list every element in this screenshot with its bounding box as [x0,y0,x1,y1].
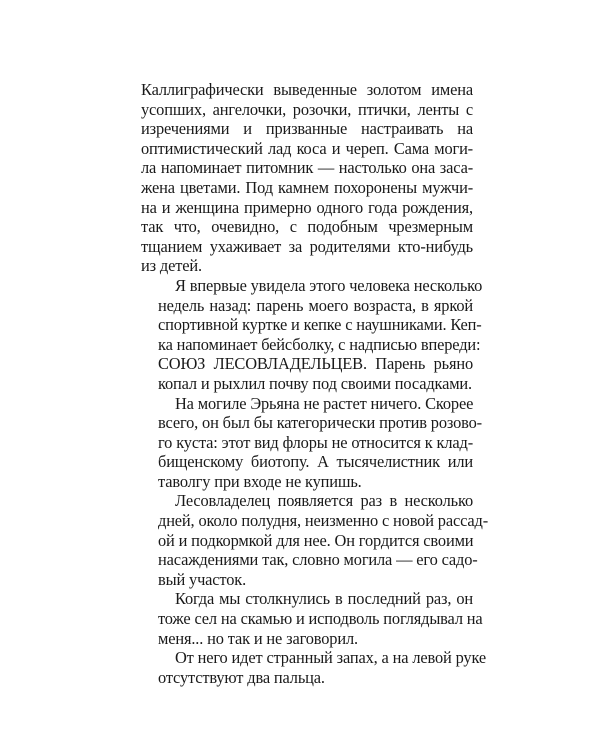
text-line: таволгу при входе не купишь. [158,471,362,491]
text-line: СОЮЗ ЛЕСОВЛАДЕЛЬЦЕВ. Парень рьяно [158,354,473,374]
text-line: жена цветами. Под камнем похоронены мужчи- [141,177,473,197]
text-line: дней, около полудня, неизменно с новой рассад- [158,511,489,531]
text-line: Когда мы столкнулись в последний раз, он [175,589,473,609]
text-line: От него идет странный запах, а на левой руке [175,648,486,668]
text-line: Я впервые увидела этого человека несколько [175,275,483,295]
text-line: ка напоминает бейсболку, с надписью впереди: [158,334,481,354]
text-line: так что, очевидно, с подобным чрезмерным [141,217,473,237]
text-line: недель назад: парень моего возраста, в яркой [158,295,473,315]
text-line: Каллиграфически выведенные золотом имена [141,80,473,99]
text-line: тщанием ухаживает за родителями кто-нибудь [141,236,473,256]
paragraph-4 [141,491,489,589]
text-line: изречениями и призванные настраивать на [141,119,473,139]
paragraph-5 [141,589,483,648]
text-line: отсутствуют два пальца. [158,667,325,687]
text-line: тоже сел на скамью и исподволь поглядывал на [158,609,483,629]
text-line: копал и рыхлил почву под своими посадками. [158,373,472,393]
text-line: вый участок. [158,569,247,589]
text-line: насаждениями так, словно могила — его садо- [158,550,478,570]
text-line: спортивной куртке и кепке с наушниками. Кеп- [158,315,482,335]
text-line: оптимистический лад коса и череп. Сама моги- [141,138,473,158]
text-line: меня... но так и не заговорил. [158,628,358,648]
paragraph-6 [141,648,486,687]
text-line: Лесовладелец появляется раз в несколько [175,491,473,511]
text-line: на и женщина примерно одного года рождения, [141,197,473,217]
text-line: На могиле Эрьяна не растет ничего. Скорее [175,393,474,413]
text-line: всего, он был бы категорически против розово- [158,413,482,433]
text-line: го куста: этот вид флоры не относится к клад- [158,432,473,452]
paragraph-3 [141,393,482,492]
text-line: ла напоминает питомник — настолько она заса- [141,158,473,178]
text-line: усопших, ангелочки, розочки, птички, ленты с [141,99,473,119]
paragraph-1 [141,80,473,276]
paragraph-2 [141,275,483,394]
page-text [141,80,489,687]
text-line: из детей. [141,256,202,276]
text-line: бищенскому биотопу. А тысячелистник или [158,452,473,472]
text-line: ой и подкормкой для нее. Он гордится своими [158,530,474,550]
